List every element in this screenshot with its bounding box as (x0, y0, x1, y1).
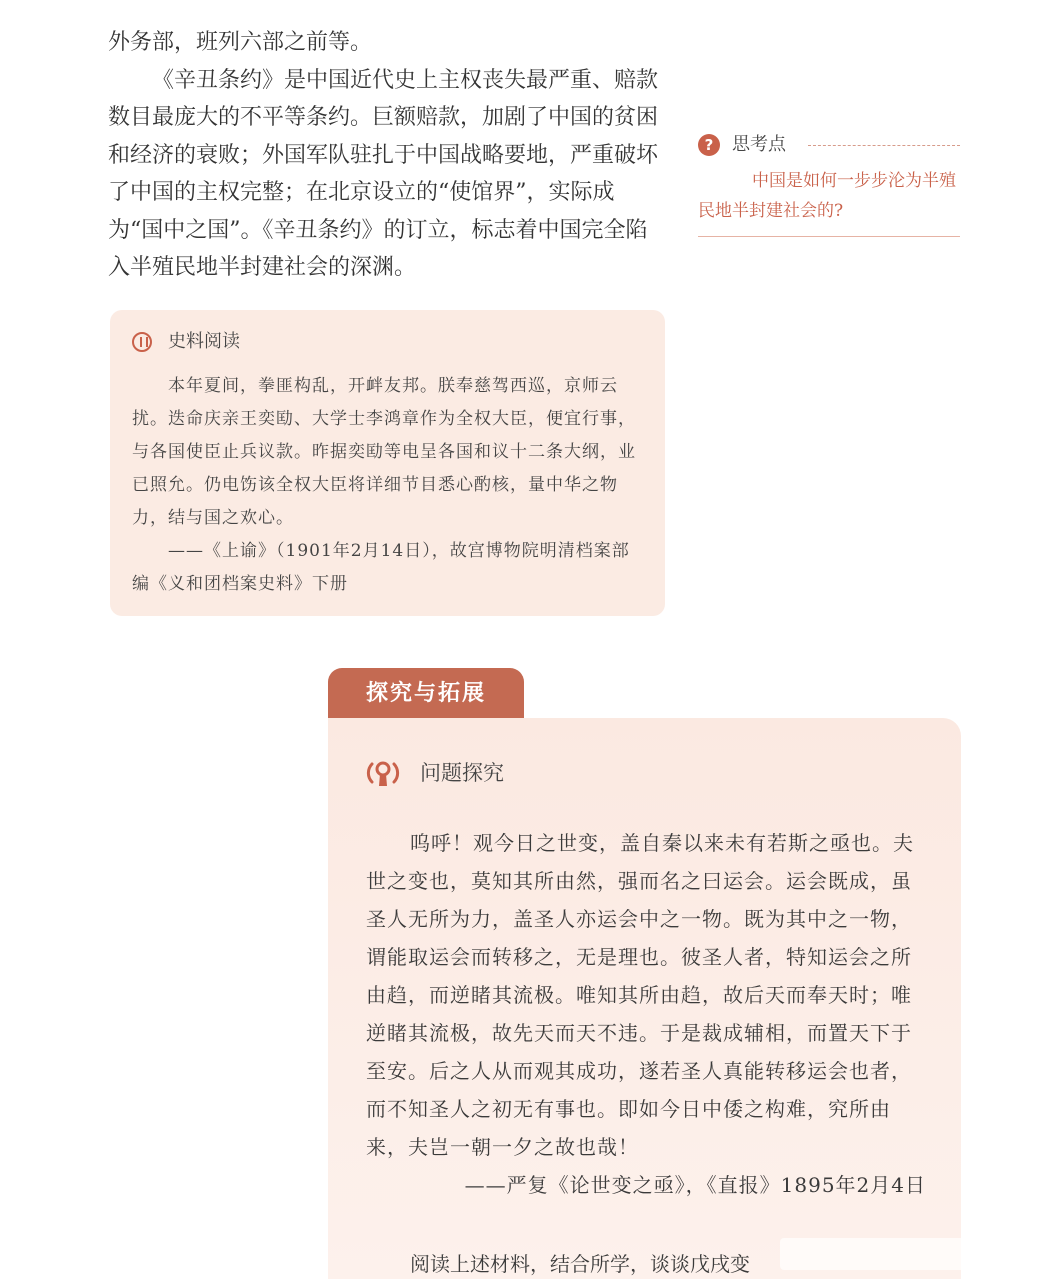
source-reading-citation: ——《上谕》（1901年2月14日），故宫博物院明清档案部编《义和团档案史料》下册 (132, 541, 630, 594)
main-text-line0: 外务部，班列六部之前等。 (108, 30, 373, 55)
think-point-note (698, 128, 960, 238)
inquiry-title: 问题探究 (420, 761, 504, 785)
inquiry-icon (366, 758, 400, 788)
source-reading-body (132, 370, 647, 601)
source-reading-text: 本年夏间，拳匪构乱，开衅友邦。朕奉慈驾西巡，京师云扰。迭命庆亲王奕劻、大学士李鸿章作为全权大臣，便宜行事，与各国使臣止兵议款。昨据奕劻等电呈各国和议十二条大纲，业已照允。仍电饬该全权大臣将详细节目悉心酌核，量中华之物力，结与国之欢心。 (132, 376, 636, 528)
source-reading-box (110, 310, 665, 616)
book-icon (132, 332, 152, 352)
inquiry-task: 阅读上述材料，结合所学，谈谈戊戌变 (410, 1252, 750, 1276)
think-point-title: 思考点 (732, 134, 786, 155)
source-reading-title: 史料阅读 (168, 331, 240, 352)
think-point-text: 中国是如何一步步沦为半殖民地半封建社会的? (698, 171, 956, 221)
explore-box (328, 718, 961, 1279)
inquiry-text: 呜呼！观今日之世变，盖自秦以来未有若斯之亟也。夫世之变也，莫知其所由然，强而名之曰运会。运会既成，虽圣人无所为力，盖圣人亦运会中之一物。既为其中之一物，谓能取运会而转移之，无是理也。彼圣人者，特知运会之所由趋，而逆睹其流极。唯知其所由趋，故后天而奉天时；唯逆睹其流极，故先天而天不违。于是裁成辅相，而置天下于至安。后之人从而观其成功，遂若圣人真能转移运会也者，而不知圣人之初无有事也。即如今日中倭之构难，究所由来，夫岂一朝一夕之故也哉！ (366, 831, 914, 1159)
divider (698, 236, 960, 237)
inquiry-body (366, 824, 926, 1204)
watermark-overlay (780, 1238, 1038, 1270)
main-text-paragraph: 《辛丑条约》是中国近代史上主权丧失最严重、赔款数目最庞大的不平等条约。巨额赔款，加剧了中国的贫困和经济的衰败；外国军队驻扎于中国战略要地，严重破坏了中国的主权完整；在北京设立的“使馆界”，实际成为“国中之国”。《辛丑条约》的订立，标志着中国完全陷入半殖民地半封建社会的深渊。 (108, 67, 659, 280)
main-text (108, 24, 668, 287)
explore-tab: 探究与拓展 (328, 668, 524, 720)
divider (808, 145, 960, 146)
question-icon: ? (698, 134, 720, 156)
inquiry-citation: ——严复《论世变之亟》，《直报》1895年2月4日 (464, 1173, 926, 1197)
